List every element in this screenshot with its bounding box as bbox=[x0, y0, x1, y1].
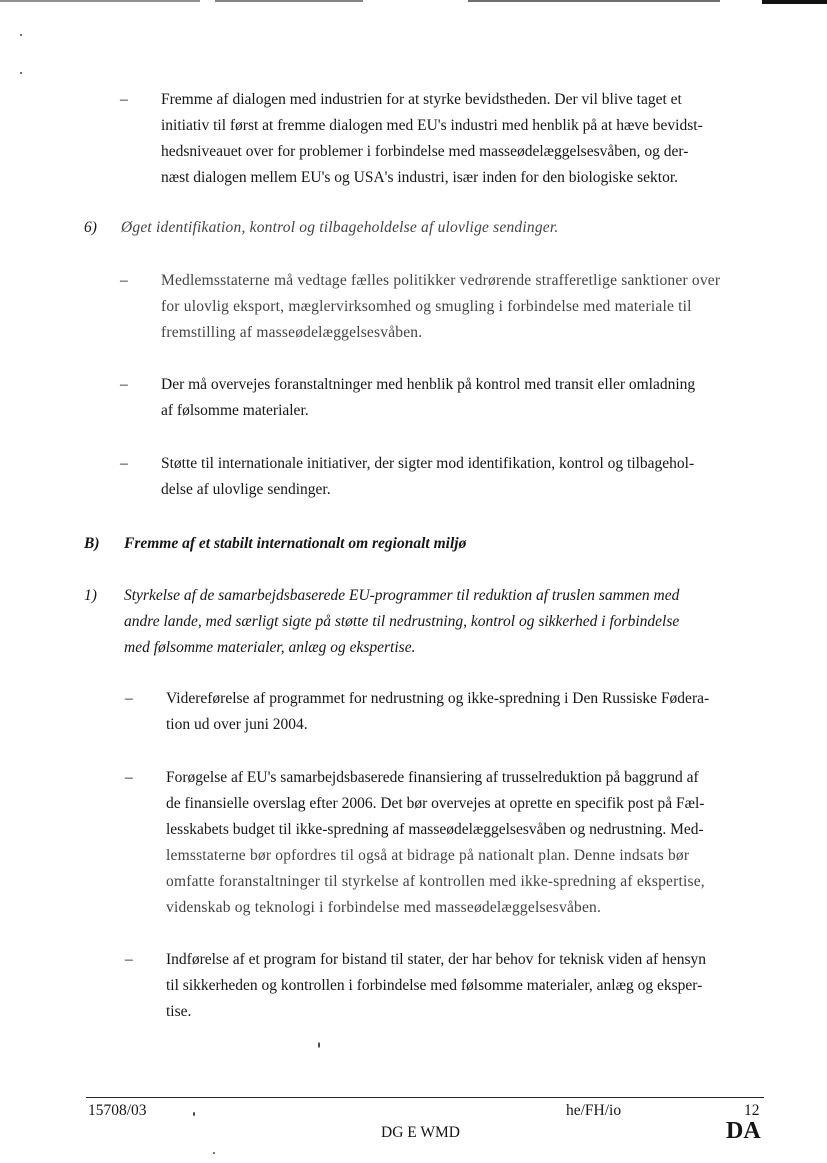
text-line: Fremme af dialogen med industrien for at styrke bevidstheden. Der vil blive taget et bbox=[161, 91, 682, 108]
text-line: næst dialogen mellem EU's og USA's industri, især inden for den biologiske sektor. bbox=[161, 169, 679, 186]
language-code: DA bbox=[726, 1118, 761, 1144]
bullet-dash: – bbox=[125, 769, 133, 786]
text-line: til sikkerheden og kontrollen i forbindelse med følsomme materialer, anlæg og eksper- bbox=[166, 977, 703, 994]
text-line: Videreførelse af programmet for nedrustning og ikke-spredning i Den Russiske Føderа- bbox=[166, 690, 710, 707]
paragraph-international-initiatives bbox=[161, 451, 761, 503]
document-number: 15708/03 bbox=[88, 1102, 147, 1119]
scan-speck bbox=[213, 1152, 215, 1154]
paragraph-transit-control bbox=[161, 372, 761, 424]
scan-edge-line bbox=[468, 0, 720, 2]
text-line: Medlemsstaterne må vedtage fælles politikker vedrørende strafferetlige sanktioner over bbox=[161, 272, 721, 289]
section-number: 1) bbox=[84, 587, 97, 604]
bullet-dash: – bbox=[120, 455, 128, 472]
bullet-dash: – bbox=[120, 376, 128, 393]
text-line: delse af ulovlige sendinger. bbox=[161, 481, 331, 498]
bullet-dash: – bbox=[125, 951, 133, 968]
page-number: 12 bbox=[744, 1102, 760, 1119]
paragraph-common-policies bbox=[161, 268, 761, 346]
scan-speck bbox=[20, 34, 22, 36]
bullet-dash: – bbox=[120, 272, 128, 289]
text-line: Styrkelse af de samarbejdsbaserede EU-programmer til reduktion af truslen sammen med bbox=[124, 587, 680, 604]
text-line: lemsstaterne bør opfordres til også at bidrage på nationalt plan. Denne indsats bør bbox=[166, 847, 690, 864]
text-line: Indførelse af et program for bistand til stater, der har behov for teknisk viden af hensyn bbox=[166, 951, 706, 968]
paragraph-industry-dialogue bbox=[161, 87, 761, 191]
scan-speck bbox=[318, 1042, 320, 1048]
footer-rule bbox=[86, 1097, 764, 1098]
text-line: omfatte foranstaltninger til styrkelse af kontrollen med ikke-spredning af ekspertise, bbox=[166, 873, 705, 890]
section-number: 6) bbox=[84, 219, 97, 236]
text-line: Der må overvejes foranstaltninger med henblik på kontrol med transit eller omladning bbox=[161, 376, 696, 393]
paragraph-assistance-programme bbox=[166, 947, 766, 1025]
bullet-dash: – bbox=[125, 690, 133, 707]
section-heading-multiline bbox=[124, 583, 744, 661]
section-heading: Øget identifikation, kontrol og tilbageholdelse af ulovlige sendinger. bbox=[121, 219, 559, 236]
directorate-code: DG E WMD bbox=[381, 1124, 460, 1141]
text-line: de finansielle overslag efter 2006. Det bør overvejes at oprette en specifik post på Fæl- bbox=[166, 795, 705, 812]
section-letter: B) bbox=[84, 535, 100, 552]
scan-edge-line bbox=[215, 0, 363, 2]
scan-speck bbox=[193, 1112, 195, 1116]
text-line: hedsniveauet over for problemer i forbindelse med masseødelæggelsesvåben, og der- bbox=[161, 143, 689, 160]
text-line: med følsomme materialer, anlæg og ekspertise. bbox=[124, 639, 416, 656]
paragraph-funding-increase bbox=[166, 765, 766, 921]
text-line: af følsomme materialer. bbox=[161, 402, 309, 419]
text-line: for ulovlig eksport, mæglervirksomhed og smugling i forbindelse med materiale til bbox=[161, 298, 692, 315]
text-line: Forøgelse af EU's samarbejdsbaserede finansiering af trusselreduktion på baggrund af bbox=[166, 769, 699, 786]
scan-speck bbox=[20, 72, 22, 74]
text-line: tion ud over juni 2004. bbox=[166, 716, 308, 733]
text-line: lesskabets budget til ikke-spredning af masseødelæggelsesvåben og nedrustning. Med- bbox=[166, 821, 704, 838]
text-line: videnskab og teknologi i forbindelse med masseødelæggelsesvåben. bbox=[166, 899, 602, 916]
scan-edge-line bbox=[762, 0, 827, 4]
bullet-dash: – bbox=[120, 91, 128, 108]
text-line: fremstilling af masseødelæggelsesvåben. bbox=[161, 324, 423, 341]
text-line: Støtte til internationale initiativer, der sigter mod identifikation, kontrol og tilbagehol- bbox=[161, 455, 695, 472]
text-line: initiativ til først at fremme dialogen med EU's industri med henblik på at hæve bevidst- bbox=[161, 117, 703, 134]
text-line: tise. bbox=[166, 1003, 192, 1020]
section-heading: Fremme af et stabilt internationalt om regionalt miljø bbox=[124, 535, 467, 552]
scan-edge-line bbox=[0, 0, 200, 2]
author-initials: he/FH/io bbox=[566, 1102, 622, 1119]
text-line: andre lande, med særligt sigte på støtte til nedrustning, kontrol og sikkerhed i forbindelse bbox=[124, 613, 680, 630]
paragraph-disarmament-programme bbox=[166, 686, 766, 738]
